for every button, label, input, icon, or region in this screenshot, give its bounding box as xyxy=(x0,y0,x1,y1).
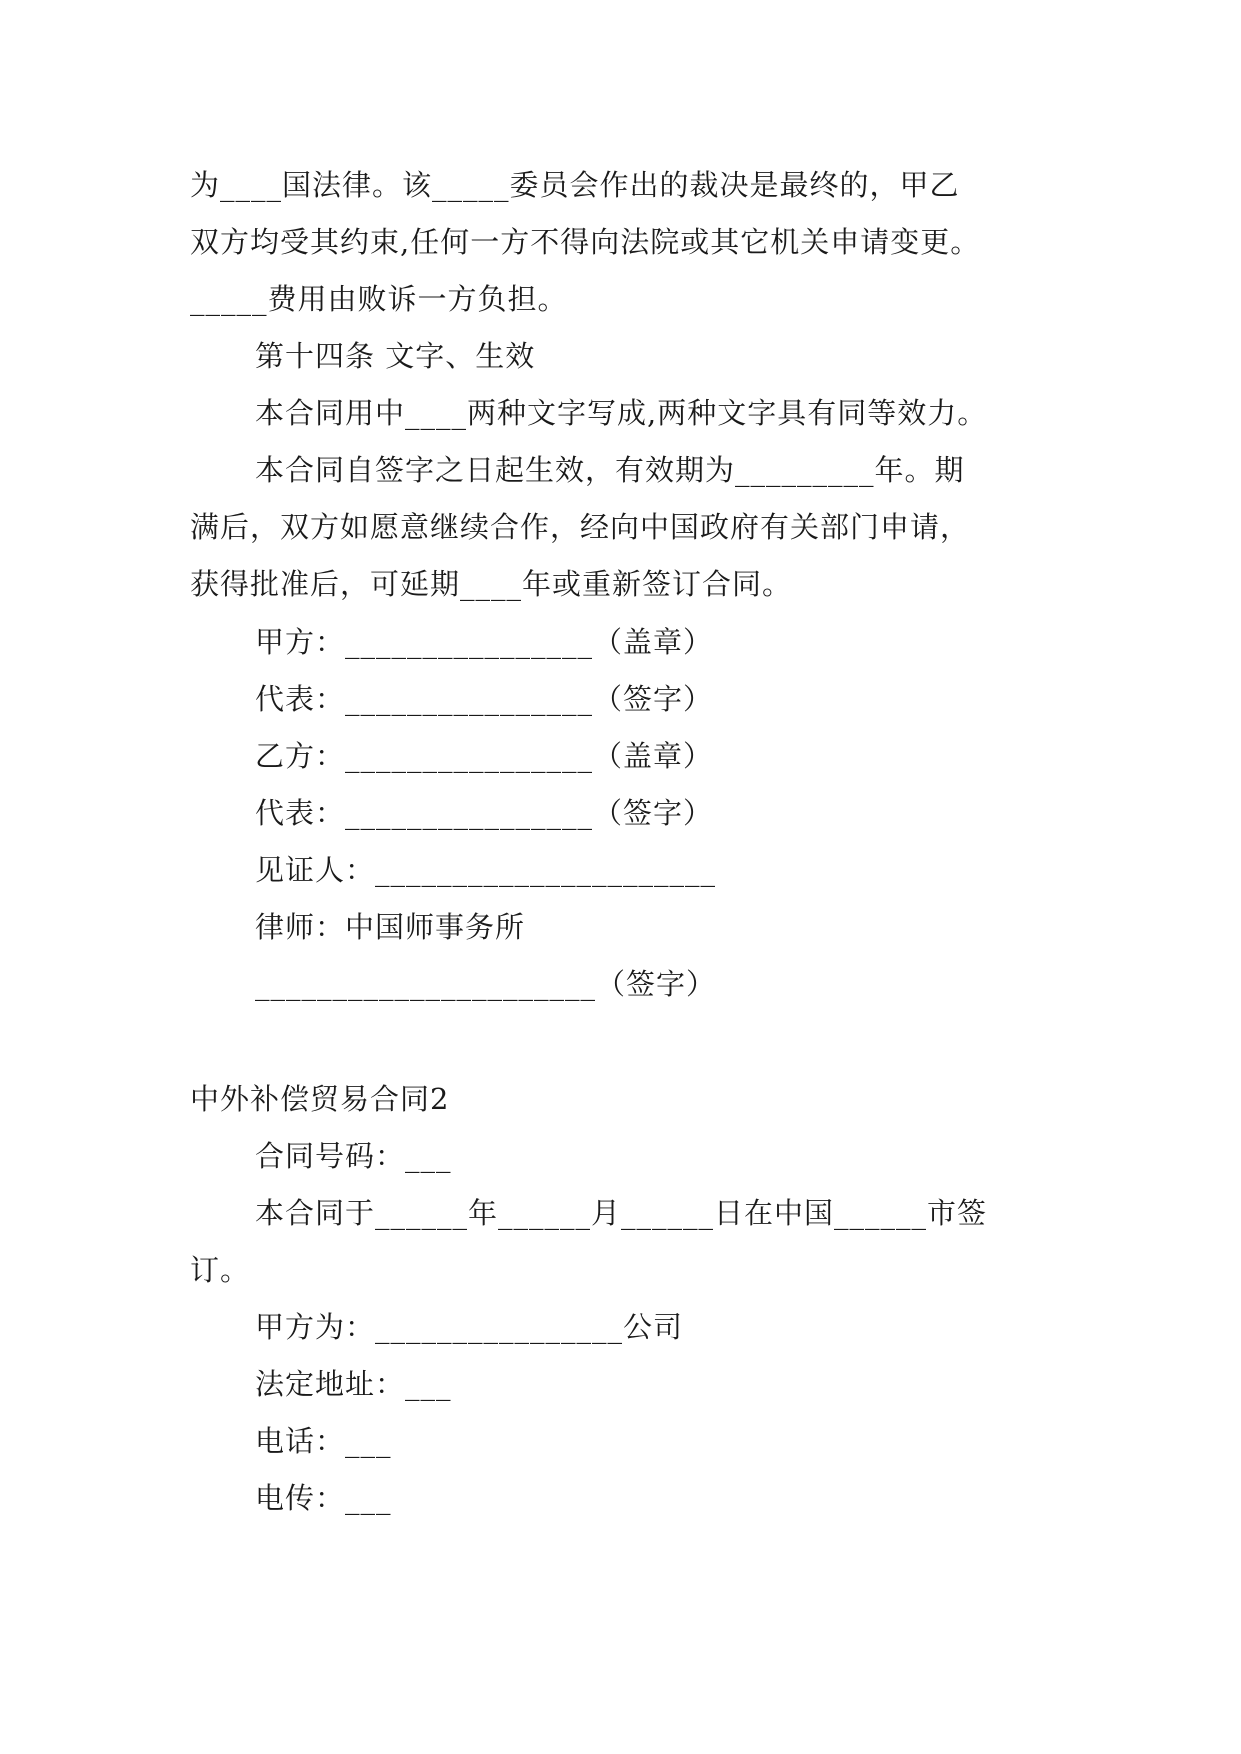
signature-line-representative-b: 代表：________________（签字） xyxy=(255,796,714,830)
signature-line-party-a: 甲方：________________（盖章） xyxy=(255,625,714,659)
clause-text-line: 满后，双方如愿意继续合作，经向中国政府有关部门申请， xyxy=(190,510,971,544)
signature-line-representative-a: 代表：________________（签字） xyxy=(255,682,714,716)
telex-line: 电传：___ xyxy=(255,1481,392,1515)
contract-number-line: 合同号码：___ xyxy=(255,1139,452,1173)
signature-line-witness: 见证人：______________________ xyxy=(255,853,717,887)
telephone-line: 电话：___ xyxy=(255,1424,392,1458)
contract-title: 中外补偿贸易合同2 xyxy=(190,1082,450,1116)
clause-text-line: _____费用由败诉一方负担。 xyxy=(190,282,568,316)
contract-signing-line: 本合同于______年______月______日在中国______市签 xyxy=(255,1196,988,1230)
clause-text-line: 双方均受其约束,任何一方不得向法院或其它机关申请变更。 xyxy=(190,225,981,259)
signature-line-party-b: 乙方：________________（盖章） xyxy=(255,739,714,773)
clause-text-line: 为____国法律。该_____委员会作出的裁决是最终的，甲乙 xyxy=(190,168,960,202)
party-a-line: 甲方为：________________公司 xyxy=(255,1310,684,1344)
article-heading: 第十四条 文字、生效 xyxy=(255,339,536,373)
clause-text-line: 获得批准后，可延期____年或重新签订合同。 xyxy=(190,567,793,601)
legal-address-line: 法定地址：___ xyxy=(255,1367,452,1401)
signature-line-lawyer: ______________________（签字） xyxy=(255,967,717,1001)
lawyer-line: 律师：中国师事务所 xyxy=(255,910,526,944)
contract-signing-line-end: 订。 xyxy=(190,1253,251,1287)
clause-text-line: 本合同用中____两种文字写成,两种文字具有同等效力。 xyxy=(255,396,988,430)
clause-text-line: 本合同自签字之日起生效，有效期为_________年。期 xyxy=(255,453,965,487)
